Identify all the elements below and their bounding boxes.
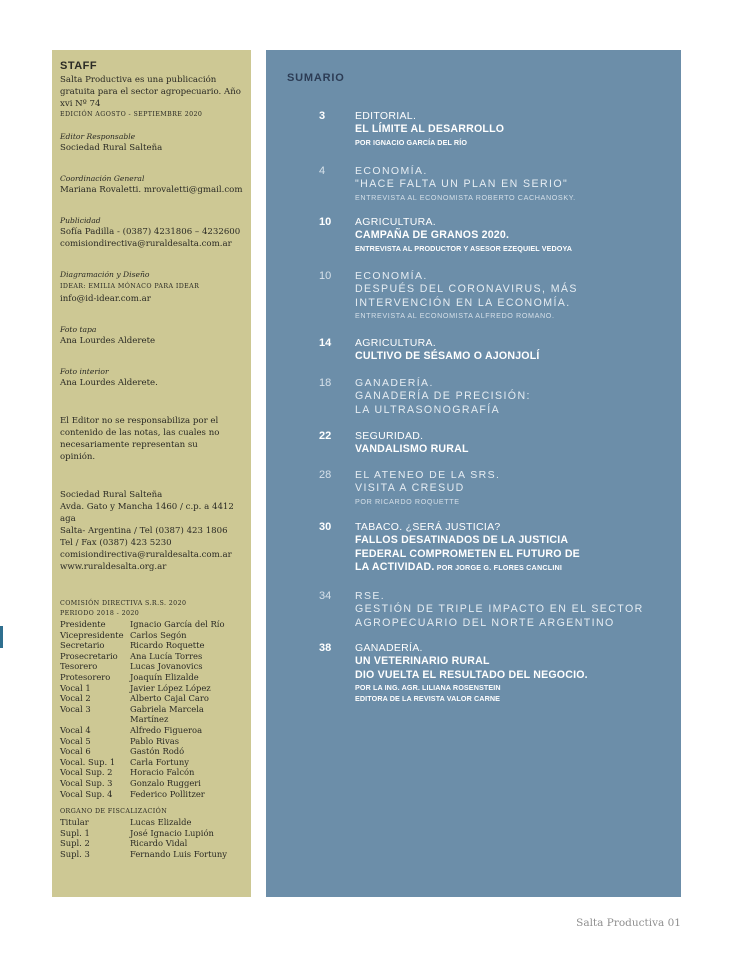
board-row [60, 651, 244, 662]
headline: UN VETERINARIO RURAL DIO VUELTA EL RESULTADO DEL NEGOCIO. [355, 655, 588, 681]
byline: ENTREVISTA AL PRODUCTOR Y ASESOR EZEQUIEL VEDOYA [355, 243, 573, 253]
editor-role: Editor Responsable [60, 132, 136, 141]
byline: ENTREVISTA AL ECONOMISTA ALFREDO ROMANO. [355, 311, 555, 321]
page-number: 18 [319, 377, 332, 389]
board-row [60, 746, 244, 757]
sumario-entry[interactable] [266, 642, 681, 704]
sumario-entry[interactable] [266, 377, 681, 417]
board-role: Prosecretario [60, 650, 118, 661]
byline: ENTREVISTA AL ECONOMISTA ROBERTO CACHANOSKY. [355, 192, 576, 202]
board-period: PERIODO 2018 - 2020 [60, 610, 140, 617]
sumario-entry[interactable] [266, 590, 681, 630]
board-member: Lucas Jovanovics [130, 661, 203, 672]
page-number: 4 [319, 165, 326, 177]
page-number: 38 [319, 642, 332, 654]
page-number: 10 [319, 270, 332, 282]
board-row [60, 817, 244, 828]
headline: VISITA A CRESUD [355, 482, 465, 494]
disclaimer: El Editor no se responsabiliza por el contenido de las notas, las cuales no necesariamente representan su opinión. [60, 416, 220, 462]
page-number: 10 [319, 216, 332, 228]
page-footer: Salta Productiva 01 [576, 917, 681, 929]
board-member: Carlos Segón [130, 629, 187, 640]
board-role: Tesorero [60, 661, 98, 672]
board-role: Vocal. Sup. 1 [60, 756, 116, 767]
pub-role: Publicidad [60, 216, 101, 225]
board-role: Supl. 3 [60, 848, 90, 859]
board-role: Vocal 1 [60, 682, 91, 693]
board-role: Vocal 3 [60, 703, 91, 714]
section-label: ECONOMÍA. [355, 165, 428, 177]
board-member: Alfredo Figueroa [130, 724, 203, 735]
sumario-entry[interactable] [266, 110, 681, 148]
address-line: Sociedad Rural Salteña [60, 490, 163, 500]
edition-label: EDICIÓN AGOSTO - SEPTIEMBRE 2020 [60, 111, 203, 118]
section-label: ECONOMÍA. [355, 270, 428, 282]
board-role: Vocal Sup. 2 [60, 767, 113, 778]
design-role: Diagramación y Diseño [60, 270, 150, 279]
headline: DESPUÉS DEL CORONAVIRUS, MÁS INTERVENCIÓN EN LA ECONOMÍA. [355, 283, 578, 309]
byline: POR JORGE G. FLORES CANCLINI [434, 563, 563, 573]
board-member: Alberto Cajal Caro [130, 693, 209, 704]
board-role: Vicepresidente [60, 629, 124, 640]
inside-photo-name: Ana Lourdes Alderete. [60, 378, 158, 388]
board-member: Ana Lucía Torres [130, 650, 203, 661]
board-member: Carla Fortuny [130, 756, 190, 767]
section-label: GANADERÍA. [355, 642, 423, 654]
headline: CAMPAÑA DE GRANOS 2020. [355, 229, 510, 241]
board-role: Vocal 2 [60, 693, 91, 704]
board-role: Protesorero [60, 671, 111, 682]
board-row [60, 683, 244, 694]
board-row [60, 838, 244, 849]
address-line: Salta- Argentina / Tel (0387) 423 1806 [60, 526, 228, 536]
design-name: IDEAR: EMILIA MÓNACO PARA IDEAR [60, 283, 200, 290]
board-member: Ignacio García del Río [130, 619, 225, 629]
board-row [60, 757, 244, 768]
board-role: Presidente [60, 619, 106, 629]
sumario-entry[interactable] [266, 469, 681, 507]
page-number: 3 [319, 110, 326, 122]
board-role: Titular [60, 817, 89, 828]
section-label: AGRICULTURA. [355, 216, 436, 228]
board-role: Supl. 2 [60, 838, 90, 849]
board-row [60, 672, 244, 683]
board-role: Supl. 1 [60, 827, 90, 838]
page-number: 30 [319, 521, 332, 533]
page-number: 14 [319, 337, 332, 349]
board-row [60, 828, 244, 839]
board-row [60, 640, 244, 651]
page-number: 34 [319, 590, 332, 602]
byline: POR RICARDO ROQUETTE [355, 496, 460, 506]
editor-name: Sociedad Rural Salteña [60, 143, 163, 153]
cover-photo-role: Foto tapa [60, 325, 97, 334]
board-member: Gastón Rodó [130, 746, 185, 757]
board-row [60, 630, 244, 641]
section-label: SEGURIDAD. [355, 430, 424, 442]
section-label: GANADERÍA. [355, 377, 434, 389]
sumario-title: SUMARIO [287, 72, 345, 84]
board-member: Gonzalo Ruggeri [130, 777, 201, 788]
sumario-entry[interactable] [266, 165, 681, 203]
board-row [60, 661, 244, 672]
board-row [60, 704, 244, 725]
page-edge-mark [0, 626, 3, 648]
board-role: Vocal 4 [60, 724, 91, 735]
board-role: Secretario [60, 640, 105, 651]
board-row [60, 789, 244, 800]
byline: POR LA ING. AGR. LILIANA ROSENSTEIN EDITORA DE LA REVISTA VALOR CARNE [355, 683, 501, 704]
sumario-entry[interactable] [266, 270, 681, 321]
board-member: Ricardo Roquette [130, 640, 205, 651]
pub-line-2: comisiondirectiva@ruraldesalta.com.ar [60, 239, 232, 249]
coord-role: Coordinación General [60, 174, 145, 183]
board-member: José Ignacio Lupión [130, 827, 214, 838]
board-row [60, 693, 244, 704]
pub-line-1: Sofía Padilla - (0387) 4231806 – 4232600 [60, 227, 241, 237]
board-row [60, 725, 244, 736]
coord-name: Mariana Rovaletti. mrovaletti@gmail.com [60, 185, 243, 195]
staff-intro: Salta Productiva es una publicación gratuita para el sector agropecuario. Año xvi Nº 74 [60, 75, 241, 109]
byline: POR IGNACIO GARCÍA DEL RÍO [355, 137, 468, 147]
board-row [60, 619, 244, 630]
page-number: 28 [319, 469, 332, 481]
section-label: RSE. [355, 590, 386, 602]
page-number: 22 [319, 430, 332, 442]
board-role: Vocal Sup. 3 [60, 777, 113, 788]
sumario-entry[interactable] [266, 521, 681, 575]
board-list [60, 619, 244, 799]
board-role: Vocal 6 [60, 746, 91, 757]
board-member: Gabriela Marcela Martínez [130, 703, 204, 725]
address-block [60, 489, 244, 573]
staff-title: STAFF [60, 60, 98, 72]
board-member: Pablo Rivas [130, 735, 180, 746]
section-label: TABACO. ¿SERÁ JUSTICIA? [355, 521, 501, 533]
board-member: Lucas Elizalde [130, 817, 192, 828]
address-line: Avda. Gato y Mancha 1460 / c.p. a 4412 aga [60, 502, 234, 524]
board-row [60, 736, 244, 747]
staff-panel [52, 50, 251, 897]
board-role: Vocal Sup. 4 [60, 788, 113, 799]
board-member: Joaquín Elizalde [130, 671, 199, 682]
design-email: info@id-idear.com.ar [60, 294, 151, 304]
headline: VANDALISMO RURAL [355, 443, 469, 455]
section-label: EDITORIAL. [355, 110, 417, 122]
board-member: Horacio Falcón [130, 767, 195, 778]
address-line: www.ruraldesalta.org.ar [60, 562, 167, 572]
sumario-entry[interactable] [266, 430, 681, 457]
board-member: Federico Pollitzer [130, 788, 205, 799]
headline: GANADERÍA DE PRECISIÓN: LA ULTRASONOGRAFÍA [355, 390, 531, 416]
board-member: Ricardo Vidal [130, 838, 188, 849]
address-line: comisiondirectiva@ruraldesalta.com.ar [60, 550, 232, 560]
fisc-title: ORGANO DE FISCALIZACIÓN [60, 808, 168, 816]
board-member: Javier López López [130, 682, 211, 693]
section-label: EL ATENEO DE LA SRS. [355, 469, 501, 481]
headline: FALLOS DESATINADOS DE LA JUSTICIA FEDERAL COMPROMETEN EL FUTURO DE LA ACTIVIDAD. POR JORGE G. FLORES CANCLINI [355, 534, 580, 574]
sumario-entry[interactable] [266, 216, 681, 254]
sumario-panel [266, 50, 681, 897]
board-title: COMISIÓN DIRECTIVA S.R.S. 2020 [60, 600, 187, 607]
section-label: AGRICULTURA. [355, 337, 436, 349]
sumario-entry[interactable] [266, 337, 681, 364]
cover-photo-name: Ana Lourdes Alderete [60, 336, 156, 346]
address-line: Tel / Fax (0387) 423 5230 [60, 538, 172, 548]
board-member: Fernando Luis Fortuny [130, 848, 228, 859]
headline: EL LÍMITE AL DESARROLLO [355, 123, 505, 135]
fisc-list [60, 817, 244, 859]
inside-photo-role: Foto interior [60, 367, 109, 376]
board-role: Vocal 5 [60, 735, 91, 746]
board-row [60, 778, 244, 789]
board-row [60, 767, 244, 778]
headline: "HACE FALTA UN PLAN EN SERIO" [355, 178, 569, 190]
headline: GESTIÓN DE TRIPLE IMPACTO EN EL SECTOR AGROPECUARIO DEL NORTE ARGENTINO [355, 603, 644, 629]
headline: CULTIVO DE SÉSAMO O AJONJOLÍ [355, 350, 540, 362]
board-row [60, 849, 244, 860]
